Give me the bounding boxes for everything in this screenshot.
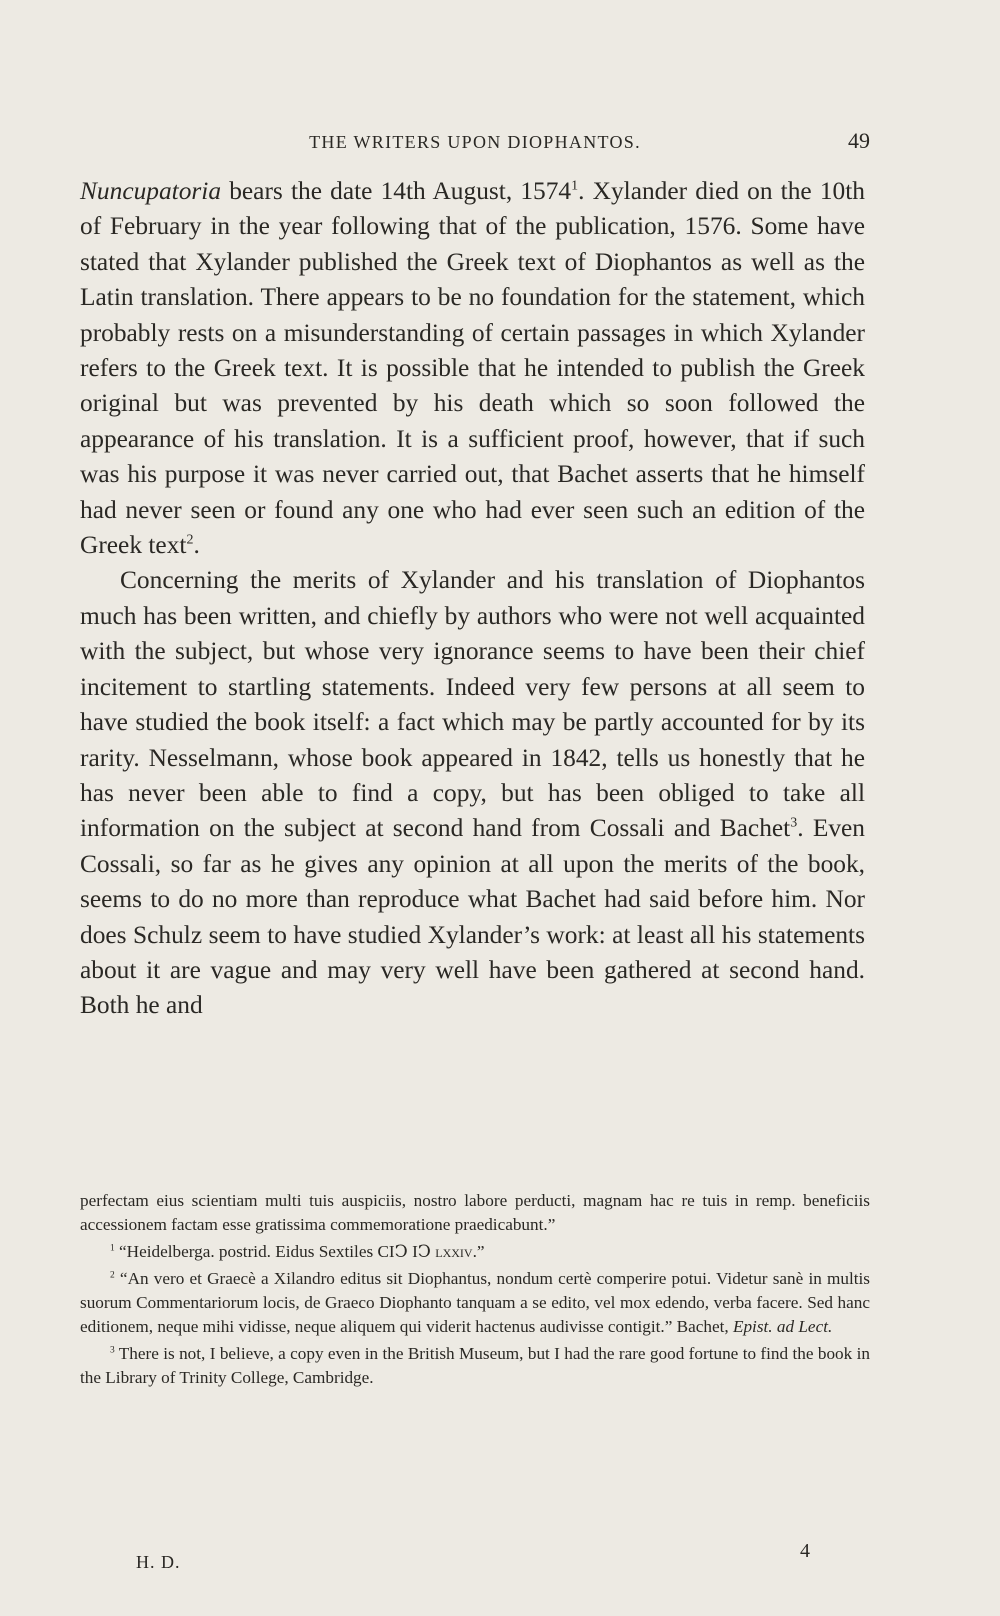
signature-mark: H. D. bbox=[136, 1552, 181, 1572]
footnote-ref-1: 1 bbox=[571, 178, 579, 194]
footnote-1-marker: 1 bbox=[110, 1243, 115, 1254]
paragraph-2-text-b: . Even Cossali, so far as he gives any opinion at all upon the merits of the book, seems to do no more than reproduce what Bachet had said before him. Nor does Schulz seem to have studied Xylander’s work: at least all his statements about it are vague and may very well have been gathered at second hand. Both he and bbox=[80, 814, 865, 1020]
footnote-1-text-b: .” bbox=[472, 1242, 485, 1261]
footnote-3-marker: 3 bbox=[110, 1345, 115, 1356]
footnote-2-text-a: “An vero et Graecè a Xilandro editus sit Diophantus, nondum certè comperire potui. Videtur sanè in multis suorum Commentariorum locis, de Graeco Diophanto tanquam a se edito, vel mox edendo, verba facere. Sed hanc editionem, neque mihi vidisse, neque aliquem qui viderit hactenus audivisse contigit.” Bachet, bbox=[80, 1269, 870, 1336]
footnote-ref-3: 3 bbox=[790, 815, 798, 831]
footnote-3 bbox=[80, 1342, 870, 1390]
running-head bbox=[80, 128, 870, 158]
italic-term: Nuncupatoria bbox=[80, 177, 222, 205]
footnote-ref-2: 2 bbox=[186, 532, 194, 548]
page-number: 49 bbox=[848, 128, 870, 153]
footnote-1 bbox=[80, 1240, 870, 1264]
footnote-2-marker: 2 bbox=[110, 1270, 115, 1281]
footnote-1-roman-date: CIↃ IↃ lxxiv bbox=[377, 1242, 473, 1261]
paragraph-1-text-c: . bbox=[193, 531, 200, 560]
signature-number: 4 bbox=[800, 1540, 810, 1562]
paragraph-2 bbox=[80, 563, 865, 1023]
paragraph-2-text-a: Concerning the merits of Xylander and his translation of Diophantos much has been written, and chiefly by authors who were not well acquainted with the subject, but whose very ignorance seems to have been their chief incitement to startling statements. Indeed very few persons at all seem to have studied the book itself: a fact which may be partly accounted for by its rarity. Nesselmann, whose book appeared in 1842, tells us honestly that he has never been able to find a copy, but has been obliged to take all information on the subject at second hand from Cossali and Bachet bbox=[80, 566, 865, 843]
paragraph-1-text-a: bears the date 14th August, 1574 bbox=[221, 177, 572, 205]
paragraph-1-text-b: . Xylander died on the 10th of February in the year following that of the publication, 1576. Some have stated that Xylander published the Greek text of Diophantos as well as the Latin translation. There appears to be no foundation for the statement, which probably rests on a misunderstanding of certain passages in which Xylander refers to the Greek text. It is possible that he intended to publish the Greek original but was prevented by his death which so soon followed the appearance of his translation. It is a sufficient proof, however, that if such was his purpose it was never carried out, that Bachet asserts that he himself had never seen or found any one who had ever seen such an edition of the Greek text bbox=[80, 177, 865, 560]
footnotes bbox=[80, 1189, 870, 1393]
body-text bbox=[80, 174, 865, 1024]
footnote-2 bbox=[80, 1267, 870, 1339]
footnote-1-text-a: “Heidelberga. postrid. Eidus Sextiles bbox=[114, 1242, 378, 1261]
running-title: THE WRITERS UPON DIOPHANTOS. bbox=[309, 132, 641, 152]
footnote-3-text: There is not, I believe, a copy even in the British Museum, but I had the rare good fortune to find the book in the Library of Trinity College, Cambridge. bbox=[80, 1344, 870, 1387]
footnote-continued: perfectam eius scientiam multi tuis auspiciis, nostro labore perducti, magnam hac re tuis in remp. beneficiis accessionem factam esse gratissima commemoratione praedicabunt.” bbox=[80, 1191, 870, 1234]
footnote-2-citation: Epist. ad Lect. bbox=[732, 1317, 833, 1336]
paragraph-1 bbox=[80, 174, 865, 563]
